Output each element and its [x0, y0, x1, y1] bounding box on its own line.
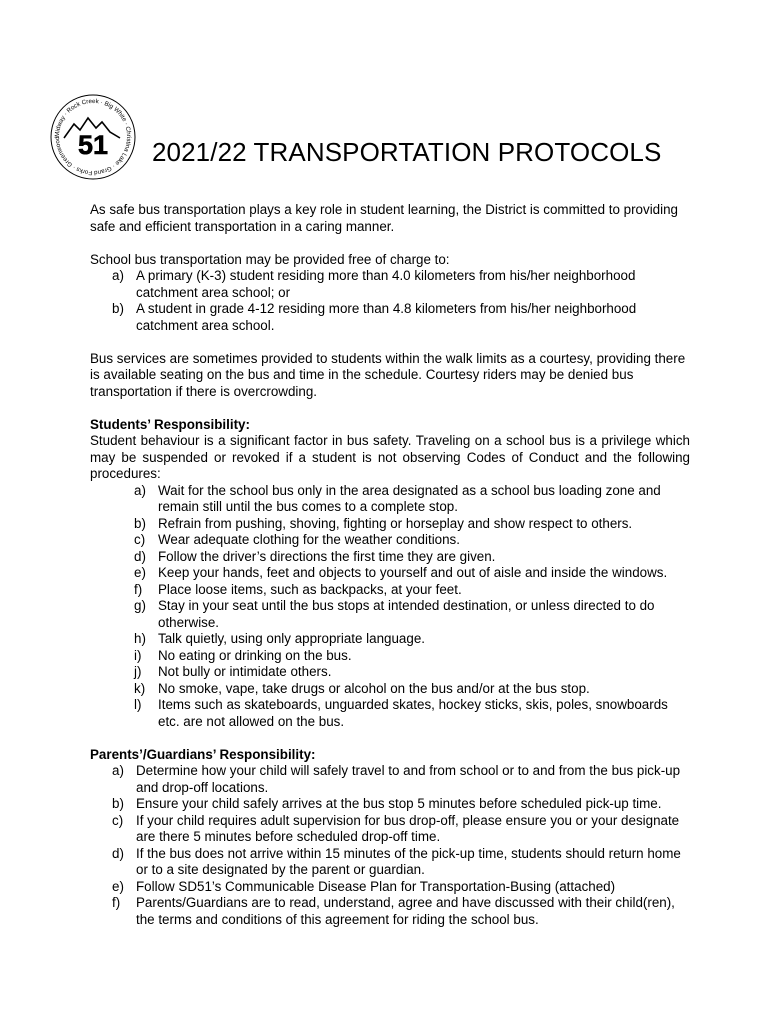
list-item: a) A primary (K-3) student residing more than 4.0 kilometers from his/her neighborhood catchment area school; or — [112, 268, 636, 300]
list-item: g) Stay in your seat until the bus stops at intended destination, or unless directed to do otherwise. — [134, 598, 655, 630]
intro-paragraph: As safe bus transportation plays a key role in student learning, the District is committed to providing safe and efficient transportation in a caring manner. — [90, 202, 678, 234]
courtesy-paragraph: Bus services are sometimes provided to students within the walk limits as a courtesy, providing there is available seating on the bus and time in the schedule. Courtesy riders may be denied bus transportation if there is overcrowding. — [90, 350, 686, 399]
list-item: e) Keep your hands, feet and objects to yourself and out of aisle and inside the windows. — [134, 565, 668, 580]
logo-number: 51 — [77, 130, 109, 160]
logo-ring-text: Midway · Rock Creek · Big White · Christina Lake · Grand Forks · Greenwood — [53, 97, 133, 177]
students-lead: Student behaviour is a significant factor in bus safety. Traveling on a school bus is a privilege which may be suspended or revoked if a student is not observing Codes of Conduct and the following procedures: — [90, 433, 690, 481]
list-item: a) Wait for the school bus only in the area designated as a school bus loading zone and remain still until the bus comes to a complete stop. — [134, 482, 661, 514]
list-item: j) Not bully or intimidate others. — [134, 664, 332, 679]
page-title: 2021/22 TRANSPORTATION PROTOCOLS — [152, 137, 662, 167]
eligibility-list — [90, 268, 690, 334]
list-item: c) If your child requires adult supervision for bus drop-off, please ensure you or your designate are there 5 minutes before scheduled drop-off time. — [112, 812, 680, 844]
eligibility-lead: School bus transportation may be provided free of charge to: — [90, 251, 450, 267]
list-item: d) Follow the driver’s directions the first time they are given. — [134, 548, 496, 564]
parents-list — [90, 763, 690, 928]
list-item: h) Talk quietly, using only appropriate language. — [134, 631, 425, 646]
students-heading: Students’ Responsibility: — [90, 416, 250, 432]
parents-heading: Parents’/Guardians’ Responsibility: — [90, 746, 316, 762]
list-item: c) Wear adequate clothing for the weather conditions. — [134, 532, 460, 547]
list-item: i) No eating or drinking on the bus. — [134, 647, 352, 663]
document-body — [90, 202, 690, 928]
list-item: d) If the bus does not arrive within 15 minutes of the pick-up time, students should return home or to a site designated by the parent or guardian. — [112, 845, 681, 877]
list-item: a) Determine how your child will safely travel to and from school or to and from the bus pick-up and drop-off locations. — [112, 763, 681, 795]
list-item: b) A student in grade 4-12 residing more than 4.8 kilometers from his/her neighborhood catchment area school. — [112, 301, 637, 333]
district-logo — [50, 94, 136, 180]
list-item: k) No smoke, vape, take drugs or alcohol on the bus and/or at the bus stop. — [134, 680, 590, 696]
list-item: b) Refrain from pushing, shoving, fighting or horseplay and show respect to others. — [134, 515, 633, 531]
students-list — [90, 483, 690, 731]
list-item: l) Items such as skateboards, unguarded skates, hockey sticks, skis, poles, snowboards etc. are not allowed on the bus. — [134, 697, 668, 729]
list-item: f) Place loose items, such as backpacks, at your feet. — [134, 581, 462, 597]
list-item: b) Ensure your child safely arrives at the bus stop 5 minutes before scheduled pick-up time. — [112, 796, 662, 811]
list-item: f) Parents/Guardians are to read, understand, agree and have discussed with their child(ren), the terms and conditions of this agreement for riding the school bus. — [112, 895, 675, 927]
list-item: e) Follow SD51’s Communicable Disease Plan for Transportation-Busing (attached) — [112, 878, 616, 894]
